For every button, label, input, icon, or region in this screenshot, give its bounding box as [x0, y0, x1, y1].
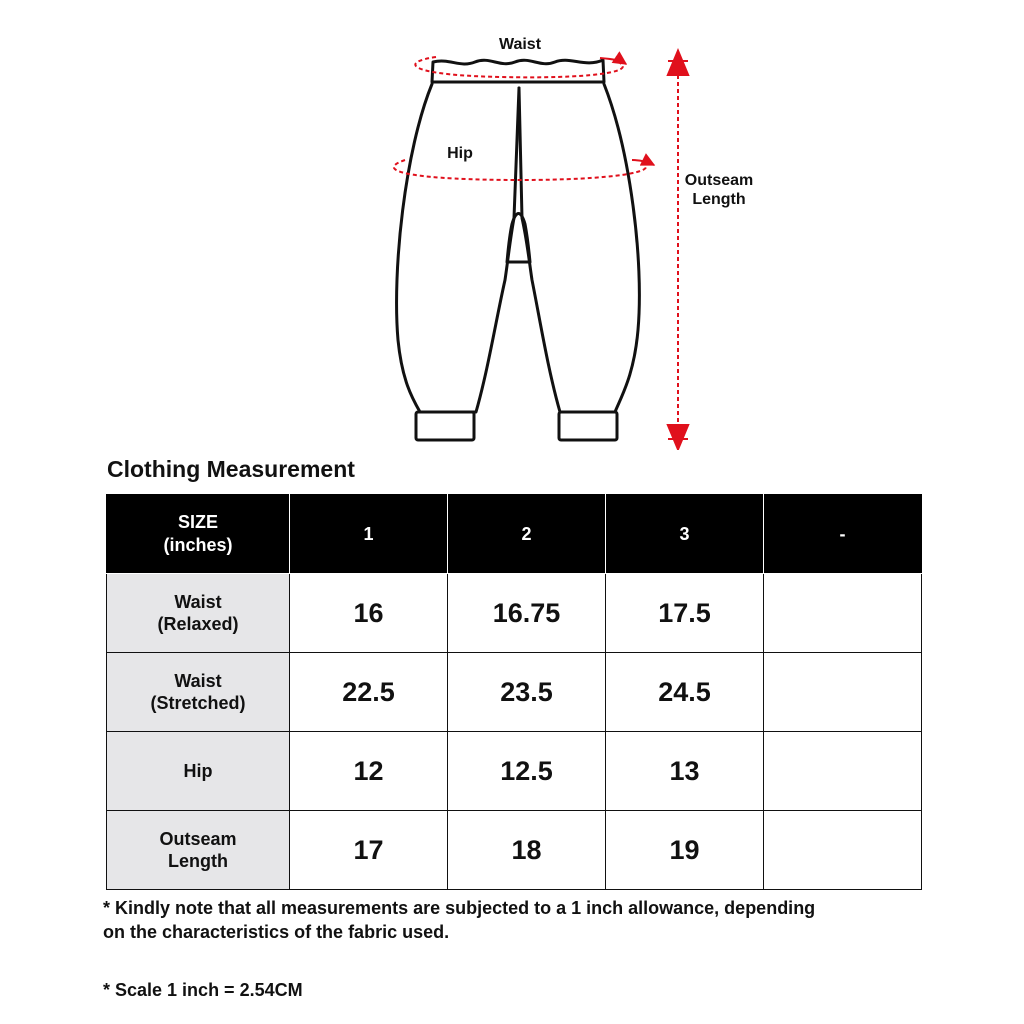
value-cell: 23.5 — [448, 653, 606, 732]
waist-diagram-label: Waist — [498, 36, 542, 53]
value-cell: 13 — [606, 732, 764, 811]
value-cell: 18 — [448, 811, 606, 890]
row-label-cell — [107, 653, 290, 732]
hip-diagram-label: Hip — [447, 145, 473, 162]
size-column-header: 1 — [290, 495, 448, 574]
outseam-diagram-label: Outseam Length — [684, 172, 754, 208]
table-header-row — [107, 495, 922, 574]
value-cell: 12 — [290, 732, 448, 811]
size-column-header: 2 — [448, 495, 606, 574]
size-header-label: SIZE (inches) — [163, 512, 233, 555]
table-row — [107, 574, 922, 653]
value-cell: 16.75 — [448, 574, 606, 653]
table-row — [107, 811, 922, 890]
gusset-shape — [507, 214, 530, 263]
left-cuff-shape — [416, 412, 474, 440]
value-cell: 22.5 — [290, 653, 448, 732]
section-title: Clothing Measurement — [107, 456, 355, 482]
value-cell: 17 — [290, 811, 448, 890]
size-chart-table — [106, 494, 922, 890]
value-cell: 17.5 — [606, 574, 764, 653]
value-cell — [764, 653, 922, 732]
row-label-cell — [107, 811, 290, 890]
scale-note: * Scale 1 inch = 2.54CM — [103, 980, 303, 1000]
right-cuff-shape — [559, 412, 617, 440]
row-label-cell — [107, 574, 290, 653]
value-cell: 24.5 — [606, 653, 764, 732]
row-label: Hip — [183, 761, 213, 781]
right-leg-shape — [519, 84, 639, 412]
size-header-cell — [107, 495, 290, 574]
value-cell: 12.5 — [448, 732, 606, 811]
waistband-shape — [432, 60, 604, 82]
value-cell — [764, 574, 922, 653]
table-row — [107, 732, 922, 811]
size-column-header: - — [764, 495, 922, 574]
outseam-measure — [668, 61, 688, 439]
value-cell — [764, 811, 922, 890]
pants-illustration — [0, 0, 1024, 450]
value-cell: 19 — [606, 811, 764, 890]
table-row — [107, 653, 922, 732]
row-label: Waist (Relaxed) — [157, 592, 239, 634]
left-leg-shape — [397, 84, 519, 412]
allowance-note: * Kindly note that all measurements are subjected to a 1 inch allowance, depending on the characteristics of the fabric used. — [103, 898, 816, 942]
row-label: Waist (Stretched) — [150, 671, 246, 713]
value-cell: 16 — [290, 574, 448, 653]
size-column-header: 3 — [606, 495, 764, 574]
row-label: Outseam Length — [159, 829, 237, 871]
row-label-cell — [107, 732, 290, 811]
value-cell — [764, 732, 922, 811]
